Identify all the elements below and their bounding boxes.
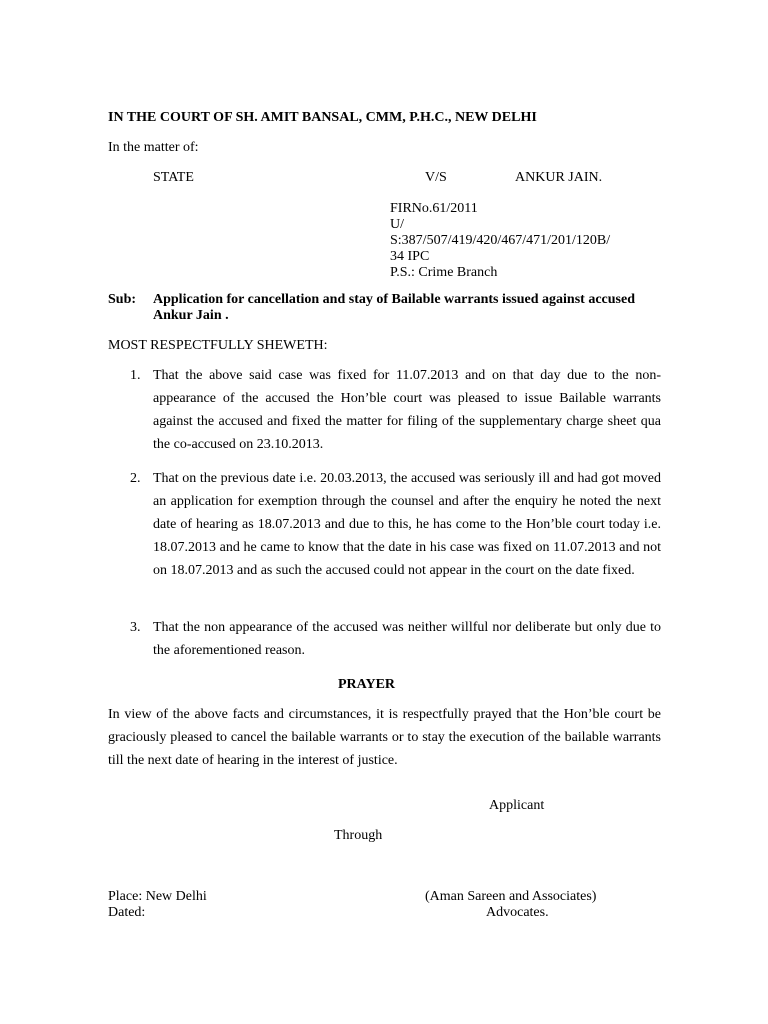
place-label: Place: New Delhi [108,889,207,904]
matter-intro: In the matter of: [108,140,199,155]
party-state: STATE [153,170,194,185]
prayer-text: In view of the above facts and circumstances, it is respectfully prayed that the Hon’ble court be graciously pleased to cancel the bailable warrants or to stay the execution of the bailable warrants till the next date of hearing in the interest of justice. [108,707,661,768]
paragraph-number: 1. [130,368,141,383]
subject-label: Sub: [108,292,137,307]
sections-line-1: U/ [390,217,404,232]
prayer-heading: PRAYER [338,677,396,692]
sections-line-2: S:387/507/419/420/467/471/201/120B/ [390,233,611,248]
party-versus: V/S [425,170,447,185]
dated-label: Dated: [108,905,146,920]
case-info [390,201,660,281]
paragraph-text: That the above said case was fixed for 11.07.2013 and on that day due to the non-appearance of the accused the Hon’ble court was pleased to issue Bailable warrants against the accused and fixed the matter for filing of the supplementary charge sheet qua the co-accused on 23.10.2013. [153,368,661,452]
salutation: MOST RESPECTFULLY SHEWETH: [108,338,328,353]
paragraph-text: That on the previous date i.e. 20.03.2013, the accused was seriously ill and had got moved an application for exemption through the counsel and after the enquiry he noted the next date of hearing as 18.07.2013 and due to this, he has come to the Hon’ble court today i.e. 18.07.2013 and he came to know that the date in his case was fixed on 11.07.2013 and not on 18.07.2013 and as such the accused could not appear in the court on the date fixed. [153,471,661,578]
paragraph-text: That the non appearance of the accused was neither willful nor deliberate but only due to the aforementioned reason. [153,620,661,658]
police-station: P.S.: Crime Branch [390,265,498,280]
through-label: Through [334,828,383,843]
paragraph-number: 3. [130,620,141,635]
party-accused: ANKUR JAIN. [515,170,603,185]
subject-text: Application for cancellation and stay of Bailable warrants issued against accused Ankur Jain . [153,292,635,323]
sections-line-3: 34 IPC [390,249,430,264]
paragraph-number: 2. [130,471,141,486]
advocates-label: Advocates. [486,905,549,920]
applicant-label: Applicant [489,798,545,813]
court-title: IN THE COURT OF SH. AMIT BANSAL, CMM, P.H.C., NEW DELHI [108,110,537,125]
fir-number: FIRNo.61/2011 [390,201,478,216]
advocate-firm: (Aman Sareen and Associates) [425,889,597,904]
